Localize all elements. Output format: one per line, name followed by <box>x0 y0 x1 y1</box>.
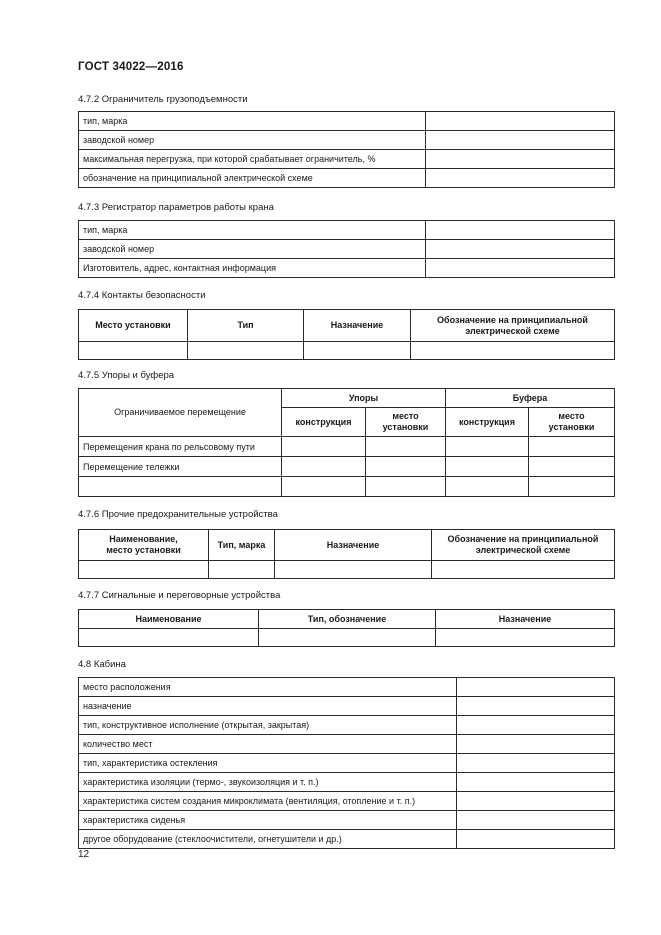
table-row <box>79 830 615 849</box>
column-header: Тип <box>188 310 304 342</box>
header-line: место установки <box>106 545 181 555</box>
row-label: место расположения <box>79 678 457 697</box>
value-cell <box>426 240 615 259</box>
column-header: Место установки <box>79 310 188 342</box>
row-label: другое оборудование (стеклоочистители, огнетушители и др.) <box>79 830 457 849</box>
row-label: тип, марка <box>79 112 426 131</box>
subheader-construction: конструкция <box>282 408 366 437</box>
table-row <box>79 342 615 360</box>
section-title-4-7-6: 4.7.6 Прочие предохранительные устройства <box>78 509 278 520</box>
table-row <box>79 678 615 697</box>
table-row <box>79 629 615 647</box>
page-number: 12 <box>78 849 90 860</box>
column-header: Назначение <box>275 530 432 561</box>
table-row <box>79 131 615 150</box>
column-header <box>411 310 615 342</box>
table-header-row <box>79 610 615 629</box>
value-cell <box>426 150 615 169</box>
document-header: ГОСТ 34022—2016 <box>78 61 184 73</box>
table-row <box>79 811 615 830</box>
table-row <box>79 716 615 735</box>
subheader-construction: конструкция <box>446 408 529 437</box>
table-parameter-recorder <box>78 220 615 278</box>
table-row <box>79 735 615 754</box>
table-row <box>79 112 615 131</box>
header-line: место <box>558 411 585 421</box>
table-row <box>79 792 615 811</box>
header-line: Обозначение на принципиальной <box>447 534 599 544</box>
row-label: тип, марка <box>79 221 426 240</box>
section-title-4-7-2: 4.7.2 Ограничитель грузоподъемности <box>78 94 248 105</box>
section-title-4-7-5: 4.7.5 Упоры и буфера <box>78 370 175 381</box>
row-label: характеристика систем создания микроклимата (вентиляция, отопление и т. п.) <box>79 792 457 811</box>
table-load-limiter <box>78 111 615 188</box>
section-title-4-7-3: 4.7.3 Регистратор параметров работы крана <box>78 202 274 213</box>
column-header <box>432 530 615 561</box>
row-label: заводской номер <box>79 240 426 259</box>
table-other-safety-devices <box>78 529 615 579</box>
table-stops-buffers <box>78 388 615 497</box>
row-label: обозначение на принципиальной электрической схеме <box>79 169 426 188</box>
row-label: Изготовитель, адрес, контактная информация <box>79 259 426 278</box>
row-label: заводской номер <box>79 131 426 150</box>
table-safety-contacts <box>78 309 615 360</box>
table-row <box>79 457 615 477</box>
header-line: Обозначение на принципиальной <box>437 314 588 325</box>
table-header-row <box>79 310 615 342</box>
subheader-place <box>529 408 615 437</box>
table-cabin <box>78 677 615 849</box>
table-row <box>79 477 615 497</box>
table-row <box>79 240 615 259</box>
value-cell <box>426 131 615 150</box>
table-row <box>79 754 615 773</box>
section-title-4-7-4: 4.7.4 Контакты безопасности <box>78 290 206 301</box>
value-cell <box>426 259 615 278</box>
table-row <box>79 773 615 792</box>
header-line: место <box>392 411 419 421</box>
row-label: максимальная перегрузка, при которой срабатывает ограничитель, % <box>79 150 426 169</box>
subheader-place <box>366 408 446 437</box>
table-header-row <box>79 389 615 408</box>
row-label: количество мест <box>79 735 457 754</box>
table-row <box>79 169 615 188</box>
column-header: Назначение <box>436 610 615 629</box>
table-row <box>79 561 615 579</box>
value-cell <box>426 169 615 188</box>
table-header-row <box>79 530 615 561</box>
table-row <box>79 437 615 457</box>
column-header-movement: Ограничиваемое перемещение <box>79 389 282 437</box>
table-row <box>79 150 615 169</box>
header-line: установки <box>382 422 429 432</box>
table-row <box>79 221 615 240</box>
row-label <box>79 477 282 497</box>
row-label: тип, характеристика остекления <box>79 754 457 773</box>
section-title-4-8: 4.8 Кабина <box>78 659 126 670</box>
table-signal-devices <box>78 609 615 647</box>
column-header <box>79 530 209 561</box>
column-header: Тип, обозначение <box>259 610 436 629</box>
table-row <box>79 697 615 716</box>
row-label: характеристика изоляции (термо-, звукоизоляция и т. п.) <box>79 773 457 792</box>
value-cell <box>426 112 615 131</box>
row-label: характеристика сиденья <box>79 811 457 830</box>
header-line: Наименование, <box>109 534 178 544</box>
table-row <box>79 259 615 278</box>
row-label: назначение <box>79 697 457 716</box>
header-line: электрической схеме <box>465 325 560 336</box>
header-line: электрической схеме <box>475 545 571 555</box>
column-header-buffers: Буфера <box>446 389 615 408</box>
column-header: Тип, марка <box>209 530 275 561</box>
column-header-stops: Упоры <box>282 389 446 408</box>
column-header: Назначение <box>304 310 411 342</box>
section-title-4-7-7: 4.7.7 Сигнальные и переговорные устройства <box>78 590 281 601</box>
row-label: Перемещение тележки <box>79 457 282 477</box>
header-line: установки <box>548 422 595 432</box>
value-cell <box>426 221 615 240</box>
row-label: Перемещения крана по рельсовому пути <box>79 437 282 457</box>
row-label: тип, конструктивное исполнение (открытая, закрытая) <box>79 716 457 735</box>
column-header: Наименование <box>79 610 259 629</box>
